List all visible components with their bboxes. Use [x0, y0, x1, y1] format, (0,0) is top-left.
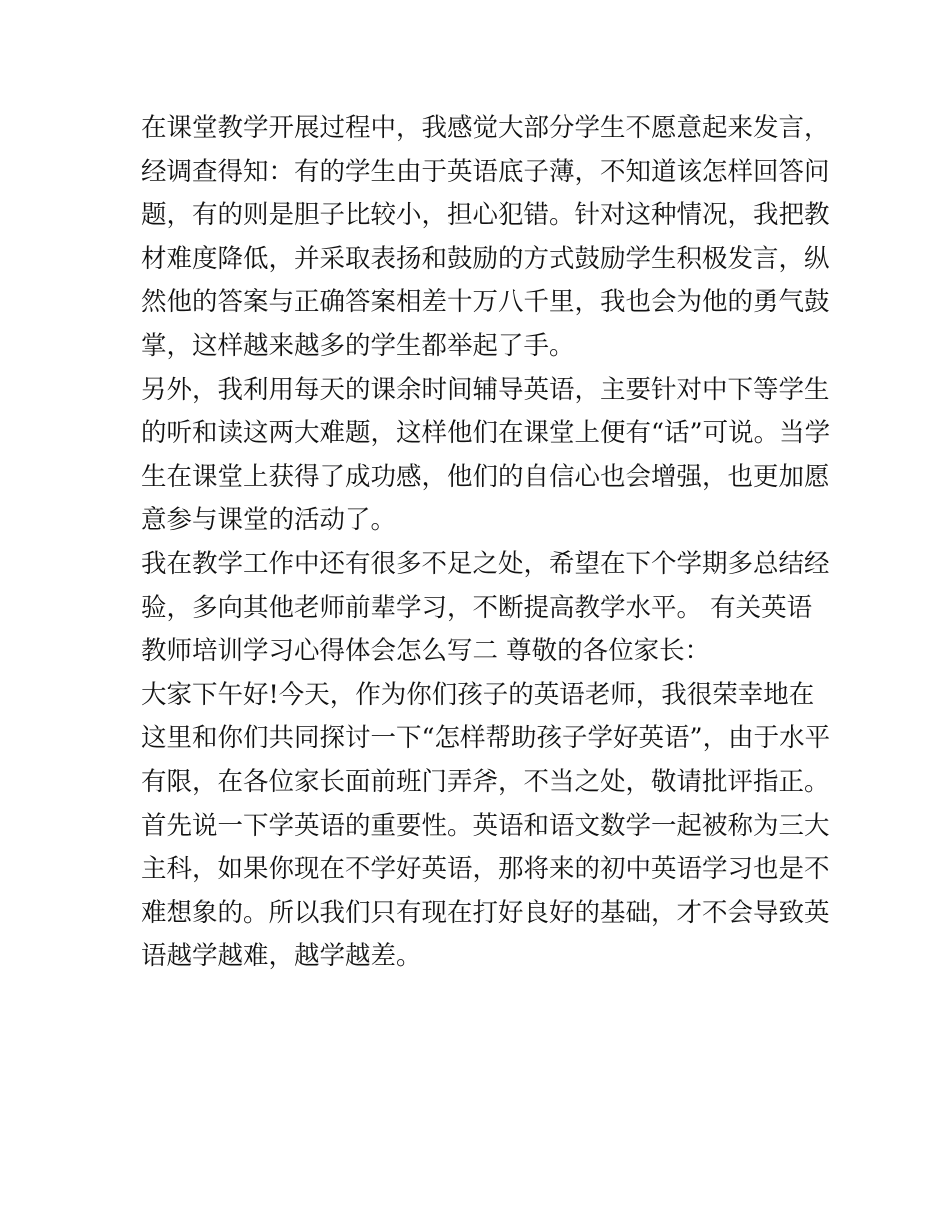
text-line: 我在教学工作中还有很多不足之处，希望在下个学期多总结经	[141, 548, 830, 579]
text-line: 大家下午好!今天，作为你们孩子的英语老师，我很荣幸地在	[141, 679, 815, 710]
text-line: 有限，在各位家长面前班门弄斧，不当之处，敬请批评指正。	[141, 766, 830, 797]
text-line: 意参与课堂的活动了。	[141, 505, 397, 536]
text-line: 然他的答案与正确答案相差十万八千里，我也会为他的勇气鼓	[141, 287, 830, 318]
text-line: 首先说一下学英语的重要性。英语和语文数学一起被称为三大	[141, 810, 830, 841]
text-line: 验，多向其他老师前辈学习，不断提高教学水平。 有关英语	[141, 592, 813, 623]
text-line: 材难度降低，并采取表扬和鼓励的方式鼓励学生积极发言，纵	[141, 243, 830, 274]
text-line: 的听和读这两大难题，这样他们在课堂上便有“话”可说。当学	[141, 418, 831, 449]
text-line: 题，有的则是胆子比较小，担心犯错。针对这种情况，我把教	[141, 200, 830, 231]
text-line: 语越学越难，越学越差。	[141, 941, 422, 972]
text-line: 教师培训学习心得体会怎么写二 尊敬的各位家长：	[141, 636, 711, 667]
text-line: 另外，我利用每天的课余时间辅导英语，主要针对中下等学生	[141, 374, 830, 405]
text-line: 生在课堂上获得了成功感，他们的自信心也会增强，也更加愿	[141, 461, 830, 492]
text-line: 掌，这样越来越多的学生都举起了手。	[141, 330, 575, 361]
text-line: 难想象的。所以我们只有现在打好良好的基础，才不会导致英	[141, 897, 830, 928]
text-line: 这里和你们共同探讨一下“怎样帮助孩子学好英语”，由于水平	[141, 723, 831, 754]
text-line: 经调查得知：有的学生由于英语底子薄，不知道该怎样回答问	[141, 156, 830, 187]
text-line: 主科，如果你现在不学好英语，那将来的初中英语学习也是不	[141, 854, 830, 885]
text-line: 在课堂教学开展过程中，我感觉大部分学生不愿意起来发言，	[141, 113, 830, 143]
document-body	[141, 107, 831, 979]
